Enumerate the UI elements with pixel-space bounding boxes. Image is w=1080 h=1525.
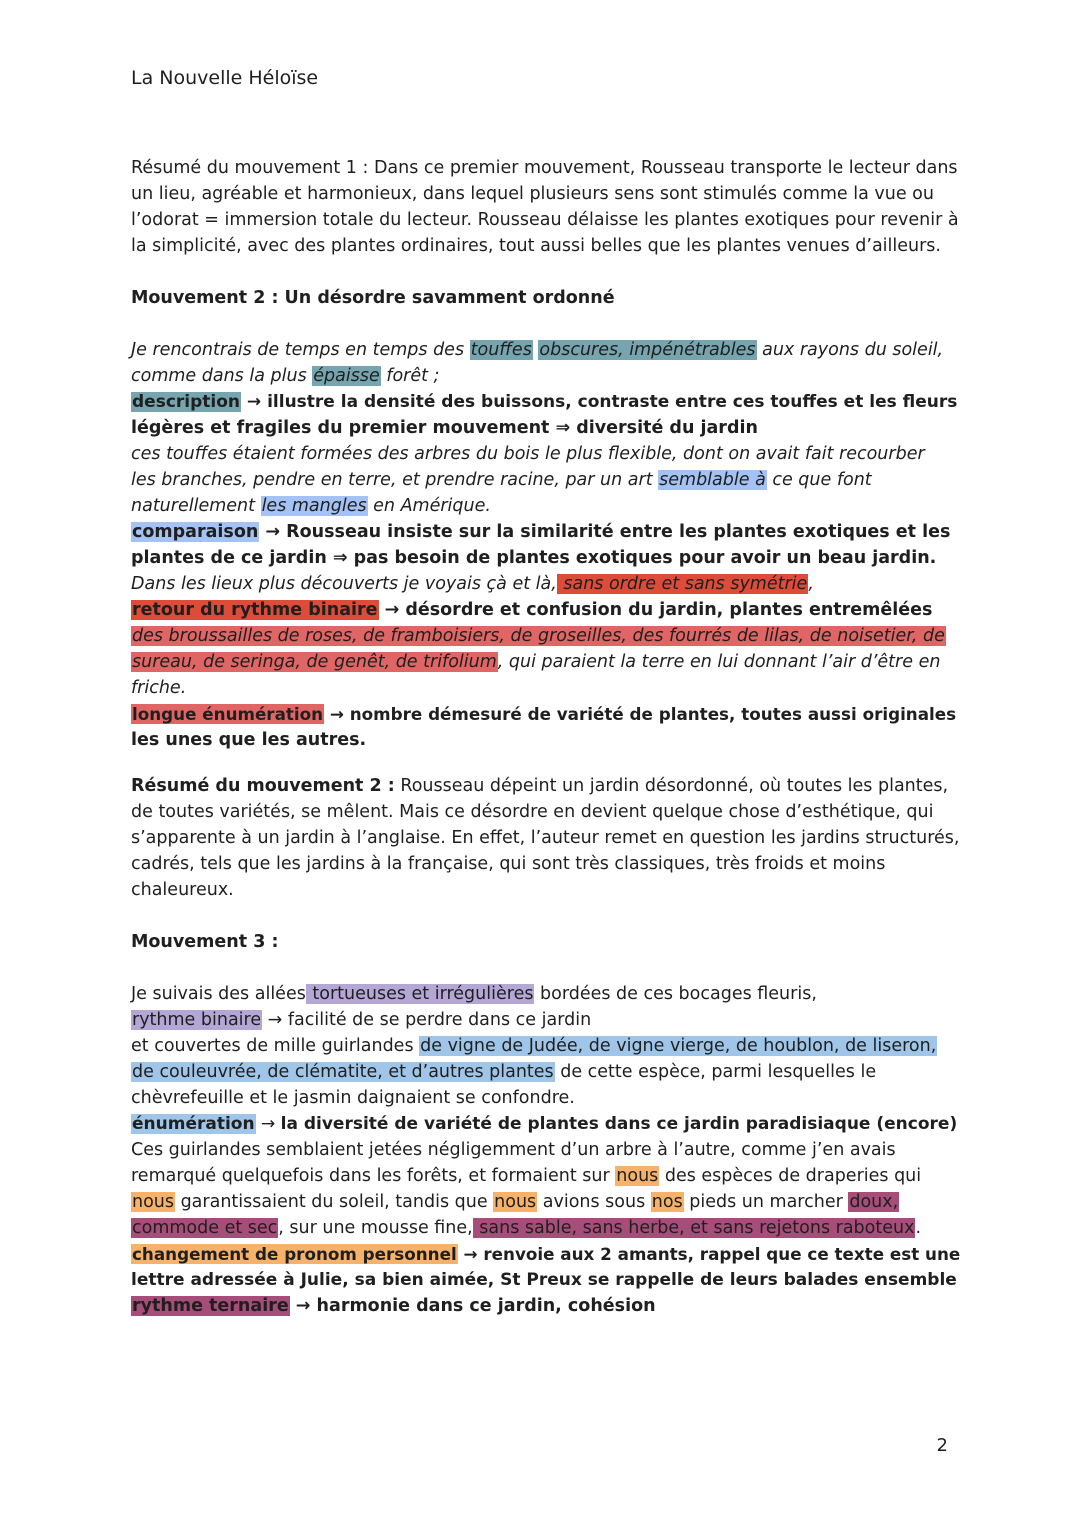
figure-tag: description (132, 392, 241, 412)
note-line (131, 1111, 961, 1137)
highlight: doux, (849, 1192, 899, 1212)
note-text: la diversité de variété de plantes dans ce jardin paradisiaque (encore) (280, 1114, 958, 1134)
note-line (131, 1007, 961, 1033)
figure-tag: rythme binaire (132, 1010, 262, 1030)
highlight: des broussailles de roses, de framboisiers, de groseilles, des fourrés de lilas, de noisetier, de (132, 626, 945, 646)
highlight: obscures, impénétrables (539, 340, 756, 360)
quote-text: des espèces de draperies qui (659, 1166, 922, 1186)
note-text: → Rousseau insiste sur la similarité entre les plantes exotiques et les (259, 522, 951, 542)
highlight: semblable à (659, 470, 766, 490)
quote-text: en Amérique. (367, 496, 491, 516)
note-text: → illustre la densité des buissons, contraste entre ces touffes et les fleurs (241, 392, 958, 412)
paragraph-line: chaleureux. (131, 880, 234, 900)
highlight: commode et sec (132, 1218, 278, 1238)
quote-line (131, 649, 961, 675)
paragraph-line: de toutes variétés, se mêlent. Mais ce désordre en devient quelque chose d’esthétique, qui (131, 802, 934, 822)
note-text: → désordre et confusion du jardin, plantes entremêlées (378, 600, 933, 620)
paragraph-line: Résumé du mouvement 1 : Dans ce premier mouvement, Rousseau transporte le lecteur dans (131, 158, 958, 178)
note-text: → harmonie dans ce jardin, cohésion (289, 1296, 656, 1316)
highlight: épaisse (313, 366, 380, 386)
highlight: touffes (470, 340, 532, 360)
arrow: → (255, 1114, 281, 1134)
paragraph-line: cadrés, tels que les jardins à la française, qui sont très classiques, très froids et moins (131, 854, 886, 874)
quote-text: , qui paraient la terre en lui donnant l’air d’être en (497, 652, 941, 672)
quote-line (131, 493, 961, 519)
paragraph-text: Rousseau dépeint un jardin désordonné, où toutes les plantes, (394, 776, 949, 796)
quote-text: de cette espèce, parmi lesquelles le (554, 1062, 877, 1082)
quote-text: avions sous (537, 1192, 651, 1212)
quote-text: Je suivais des allées (131, 984, 306, 1004)
quote-line (131, 467, 961, 493)
resume-label: Résumé du mouvement 2 : (131, 776, 395, 796)
quote-text: naturellement (131, 496, 261, 516)
highlight: nos (651, 1192, 683, 1212)
quote-text: Je rencontrais de temps en temps des (131, 340, 470, 360)
paragraph-line: un lieu, agréable et harmonieux, dans lequel plusieurs sens sont stimulés comme la vue ou (131, 184, 934, 204)
figure-tag: changement de pronom personnel (132, 1244, 457, 1264)
paragraph-line: s’apparente à un jardin à l’anglaise. En effet, l’auteur remet en question les jardins structurés, (131, 828, 960, 848)
note-line: plantes de ce jardin ⇒ pas besoin de plantes exotiques pour avoir un beau jardin. (131, 548, 937, 568)
figure-tag: énumération (132, 1114, 255, 1134)
quote-text: , sur une mousse fine, (278, 1218, 473, 1238)
quote-line (131, 571, 961, 597)
note-line: lettre adressée à Julie, sa bien aimée, St Preux se rappelle de leurs balades ensemble (131, 1270, 957, 1290)
figure-tag: comparaison (132, 522, 259, 542)
note-text: → nombre démesuré de variété de plantes, toutes aussi originales (324, 704, 957, 724)
document-title: La Nouvelle Héloïse (131, 67, 319, 89)
quote-text: forêt ; (380, 366, 440, 386)
mouvement-2-analysis (131, 337, 961, 753)
highlight: sans sable, sans herbe, et sans rejetons raboteux (473, 1218, 915, 1238)
mouvement-2 (131, 285, 961, 311)
resume-mouvement-2 (131, 773, 961, 903)
page-number: 2 (936, 1435, 948, 1456)
quote-text: aux rayons du soleil, (756, 340, 944, 360)
quote-text: garantissaient du soleil, tandis que (175, 1192, 494, 1212)
note-text: → renvoie aux 2 amants, rappel que ce texte est une (457, 1244, 961, 1264)
note-line: les unes que les autres. (131, 730, 367, 750)
quote-line (131, 337, 961, 363)
quote-line (131, 1163, 961, 1189)
quote-line: chèvrefeuille et le jasmin daignaient se confondre. (131, 1088, 575, 1108)
highlight: nous (494, 1192, 537, 1212)
quote-text: Dans les lieux plus découverts je voyais çà et là, (131, 574, 557, 594)
note-line (131, 1241, 961, 1267)
quote-line (131, 1215, 961, 1241)
paragraph-line: l’odorat = immersion totale du lecteur. Rousseau délaisse les plantes exotiques pour revenir à (131, 210, 959, 230)
resume-mouvement-1 (131, 155, 961, 259)
highlight: sureau, de seringa, de genêt, de trifolium (132, 652, 497, 672)
quote-line (131, 1059, 961, 1085)
quote-line (131, 1033, 961, 1059)
quote-text: et couvertes de mille guirlandes (131, 1036, 420, 1056)
paragraph-line: la simplicité, avec des plantes ordinaires, tout aussi belles que les plantes venues d’ailleurs. (131, 236, 941, 256)
quote-line: Ces guirlandes semblaient jetées négligemment d’un arbre à l’autre, comme j’en avais (131, 1140, 896, 1160)
quote-line (131, 623, 961, 649)
quote-text: remarqué quelquefois dans les forêts, et formaient sur (131, 1166, 616, 1186)
highlight: nous (132, 1192, 175, 1212)
quote-text: pieds un marcher (683, 1192, 849, 1212)
quote-text: bordées de ces bocages fleuris, (534, 984, 817, 1004)
note-text: → facilité de se perdre dans ce jardin (262, 1010, 592, 1030)
quote-line (131, 363, 961, 389)
quote-text: ce que font (766, 470, 872, 490)
quote-line: ces touffes étaient formées des arbres du bois le plus flexible, dont on avait fait recourber (131, 444, 925, 464)
quote-line (131, 981, 961, 1007)
note-line (131, 597, 961, 623)
section-heading: Mouvement 2 : Un désordre savamment ordonné (131, 288, 615, 308)
note-line (131, 701, 961, 727)
quote-text: les branches, pendre en terre, et prendre racine, par un art (131, 470, 659, 490)
figure-tag: retour du rythme binaire (132, 600, 378, 620)
quote-line (131, 1189, 961, 1215)
highlight: nous (616, 1166, 659, 1186)
paragraph-line (131, 773, 961, 799)
mouvement-3-analysis (131, 981, 961, 1319)
quote-text: comme dans la plus (131, 366, 313, 386)
note-line: légères et fragiles du premier mouvement ⇒ diversité du jardin (131, 418, 758, 438)
highlight: de vigne de Judée, de vigne vierge, de houblon, de liseron, (420, 1036, 937, 1056)
figure-tag: rythme ternaire (132, 1296, 289, 1316)
highlight: tortueuses et irrégulières (306, 984, 534, 1004)
quote-text: , (808, 574, 814, 594)
figure-tag: longue énumération (132, 704, 324, 724)
mouvement-3 (131, 929, 961, 955)
highlight: les mangles (261, 496, 367, 516)
note-line (131, 519, 961, 545)
note-line (131, 389, 961, 415)
quote-text: . (915, 1218, 922, 1238)
highlight: de couleuvrée, de clématite, et d’autres plantes (132, 1062, 554, 1082)
highlight: sans ordre et sans symétrie (557, 574, 808, 594)
quote-line: friche. (131, 678, 187, 698)
section-heading: Mouvement 3 : (131, 932, 279, 952)
note-line (131, 1293, 961, 1319)
